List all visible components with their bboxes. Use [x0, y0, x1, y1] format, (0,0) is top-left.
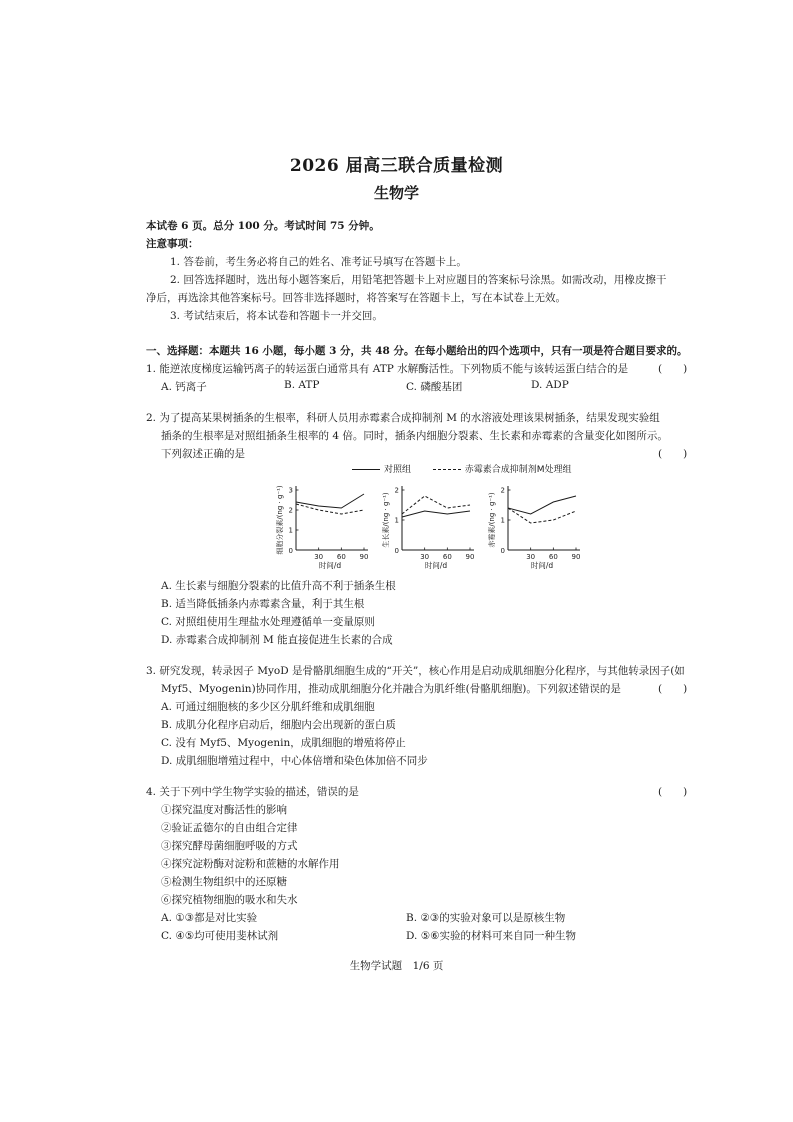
y-tick-label: 0 — [394, 547, 399, 555]
y-tick-label: 2 — [288, 506, 293, 515]
y-tick-label: 0 — [500, 547, 505, 555]
chart-legend — [352, 462, 572, 475]
x-tick-label: 30 — [526, 553, 536, 561]
q1-option-d: D. ADP — [531, 379, 569, 391]
q1-option-c: C. 磷酸基团 — [406, 381, 463, 393]
exam-subject: 生物学 — [373, 184, 419, 202]
y-tick-label: 1 — [500, 516, 505, 525]
q4-stem: 4. 关于下列中学生物学实验的描述，错误的是 — [146, 786, 359, 798]
section-heading: 一、选择题：本题共 16 小题，每小题 3 分，共 48 分。在每小题给出的四个选项中，只有一项是符合题目要求的。 — [146, 345, 688, 357]
q2-option-d: D. 赤霉素合成抑制剂 M 能直接促进生长素的合成 — [161, 634, 393, 646]
q4-item-1: ①探究温度对酶活性的影响 — [161, 804, 287, 816]
series-line-treated — [402, 496, 470, 514]
q4-item-3: ③探究酵母菌细胞呼吸的方式 — [161, 840, 298, 852]
q2-option-a: A. 生长素与细胞分裂素的比值升高不利于插条生根 — [161, 580, 396, 592]
x-tick-label: 60 — [548, 553, 558, 561]
q1-option-a: A. 钙离子 — [161, 381, 207, 393]
q2-stem-3: 下列叙述正确的是 — [161, 448, 245, 460]
q4-option-a: A. ①③都是对比实验 — [161, 912, 258, 924]
notice-2: 2. 回答选择题时，选出每小题答案后，用铅笔把答题卡上对应题目的答案标号涂黑。如需改动，用橡皮擦干 — [170, 274, 667, 286]
y-axis-label: 赤霉素/(ng · g⁻¹) — [488, 492, 496, 548]
notice-1: 1. 答卷前，考生务必将自己的姓名、准考证号填写在答题卡上。 — [170, 256, 467, 268]
legend-treated-label: 赤霉素合成抑制剂M处理组 — [464, 465, 572, 475]
q2-stem-2: 插条的生根率是对照组插条生根率的 4 倍。同时，插条内细胞分裂素、生长素和赤霉素的含量变化如图所示。 — [161, 430, 668, 442]
q3-answer-paren: ( ) — [658, 683, 688, 695]
series-line-control — [296, 494, 364, 508]
q4-item-4: ④探究淀粉酶对淀粉和蔗糖的水解作用 — [161, 858, 340, 870]
q4-option-b: B. ②③的实验对象可以是原核生物 — [406, 912, 566, 924]
notice-2-cont: 净后，再选涂其他答案标号。回答非选择题时，将答案写在答题卡上，写在本试卷上无效。 — [146, 292, 566, 304]
exam-title: 2026 届高三联合质量检测 — [289, 156, 504, 176]
chart-gibberellin — [487, 486, 580, 570]
x-axis-label: 时间/d — [318, 561, 342, 570]
y-tick-label: 0 — [288, 547, 293, 555]
x-axis-label: 时间/d — [424, 561, 448, 570]
q3-option-b: B. 成肌分化程序启动后，细胞内会出现新的蛋白质 — [161, 719, 396, 731]
y-tick-label: 1 — [288, 526, 293, 535]
q2-answer-paren: ( ) — [658, 448, 688, 460]
q2-figure — [268, 478, 588, 578]
q3-option-c: C. 没有 Myf5、Myogenin，成肌细胞的增殖将停止 — [161, 737, 406, 749]
page-footer: 生物学试题 1/6 页 — [349, 960, 444, 972]
exam-info: 本试卷 6 页。总分 100 分。考试时间 75 分钟。 — [146, 220, 380, 232]
legend-dashed-swatch — [433, 469, 461, 470]
q4-option-c: C. ④⑤均可使用斐林试剂 — [161, 930, 279, 942]
q2-option-c: C. 对照组使用生理盐水处理遵循单一变量原则 — [161, 616, 375, 628]
q4-option-d: D. ⑤⑥实验的材料可来自同一种生物 — [406, 930, 577, 942]
x-tick-label: 30 — [314, 553, 324, 561]
y-tick-label: 2 — [500, 486, 505, 495]
legend-solid-swatch — [352, 469, 380, 470]
q4-item-6: ⑥探究植物细胞的吸水和失水 — [161, 894, 298, 906]
y-axis-label: 细胞分裂素/(ng · g⁻¹) — [276, 485, 284, 555]
x-tick-label: 90 — [571, 553, 581, 561]
q4-item-2: ②验证孟德尔的自由组合定律 — [161, 822, 298, 834]
q4-item-5: ⑤检测生物组织中的还原糖 — [161, 876, 287, 888]
x-tick-label: 30 — [420, 553, 430, 561]
x-axis-label: 时间/d — [530, 561, 554, 570]
notice-3: 3. 考试结束后，将本试卷和答题卡一并交回。 — [170, 310, 383, 322]
y-axis-label: 生长素/(ng · g⁻¹) — [382, 492, 390, 548]
notice-title: 注意事项： — [146, 238, 199, 250]
q1-option-b: B. ATP — [284, 379, 320, 391]
x-tick-label: 90 — [359, 553, 369, 561]
q1-answer-paren: ( ) — [658, 363, 688, 375]
legend-control-label: 对照组 — [384, 465, 412, 475]
chart-auxin — [381, 486, 474, 570]
chart-cytokinin — [275, 485, 368, 570]
series-line-control — [508, 496, 576, 514]
q4-answer-paren: ( ) — [658, 786, 688, 798]
q2-option-b: B. 适当降低插条内赤霉素含量，利于其生根 — [161, 598, 365, 610]
x-tick-label: 90 — [465, 553, 475, 561]
series-line-treated — [296, 504, 364, 514]
q3-stem-1: 3. 研究发现，转录因子 MyoD 是骨骼肌细胞生成的“开关”，核心作用是启动成肌细胞分化程序，与其他转录因子(如 — [146, 665, 685, 677]
q3-option-a: A. 可通过细胞核的多少区分肌纤维和成肌细胞 — [161, 701, 375, 713]
q1-stem: 1. 能逆浓度梯度运输钙离子的转运蛋白通常具有 ATP 水解酶活性。下列物质不能与该转运蛋白结合的是 — [146, 363, 629, 375]
x-tick-label: 60 — [336, 553, 346, 561]
q3-option-d: D. 成肌细胞增殖过程中，中心体倍增和染色体加倍不同步 — [161, 755, 428, 767]
y-tick-label: 3 — [288, 486, 293, 495]
y-tick-label: 1 — [394, 516, 399, 525]
y-tick-label: 2 — [394, 486, 399, 495]
x-tick-label: 60 — [442, 553, 452, 561]
q3-stem-2: Myf5、Myogenin)协同作用，推动成肌细胞分化并融合为肌纤维(骨骼肌细胞)。下列叙述错误的是 — [161, 683, 621, 695]
q2-stem-1: 2. 为了提高某果树插条的生根率，科研人员用赤霉素合成抑制剂 M 的水溶液处理该果树插条，结果发现实验组 — [146, 412, 660, 424]
series-line-control — [402, 511, 470, 517]
